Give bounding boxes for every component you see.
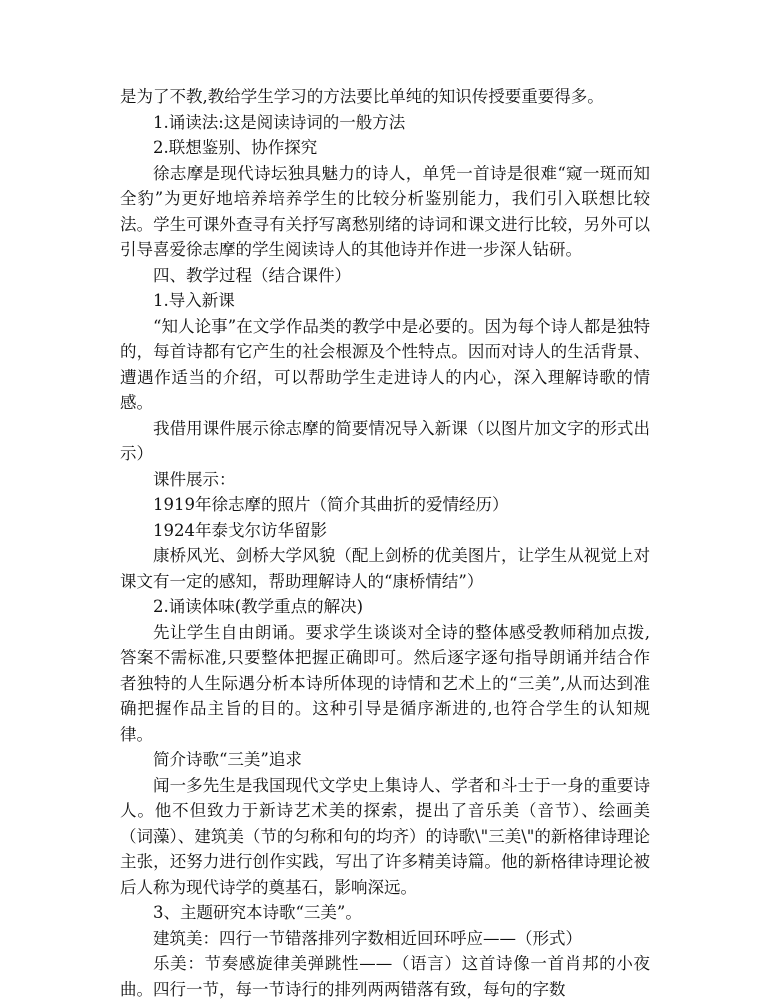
paragraph-recitation-method: 1.诵读法:这是阅读诗词的一般方法 [153,112,406,132]
document-body [120,84,650,1002]
paragraph-xu-zhimo-intro: 徐志摩是现代诗坛独具魅力的诗人，单凭一首诗是很难“窥一斑而知全豹”为更好地培养培养学生的比较分析鉴别能力，我们引入联想比较法。学生可课外查寻有关抒写离愁别绪的诗词和课文进行比较，另外可以引导喜爱徐志摩的学生阅读诗人的其他诗并作进一步深人钻研。 [120,163,650,259]
paragraph-photo-1919: 1919年徐志摩的照片（简介其曲折的爱情经历） [153,495,509,514]
paragraph-free-reading: 先让学生自由朗诵。要求学生谈谈对全诗的整体感受教师稍加点拨,答案不需标准,只要整体把握正确即可。然后逐字逐句指导朗诵并结合作者独特的人生际遇分析本诗所体现的诗情和艺术上的“三美”,从而达到准确把握作品主旨的目的。这种引导是循序渐进的,也符合学生的认知规律。 [120,622,650,744]
paragraph-courseware-intro: 我借用课件展示徐志摩的简要情况导入新课（以图片加文字的形式出示） [120,418,650,463]
section-heading-teaching-process: 四、教学过程（结合课件） [153,265,351,285]
paragraph-continuation: 是为了不教,教给学生学习的方法要比单纯的知识传授要重要得多。 [120,87,604,106]
paragraph-musical-beauty: 乐美：节奏感旋律美弹跳性——（语言）这首诗像一首肖邦的小夜曲。四行一节，每一节诗行的排列两两错落有致，每句的字数 [120,954,650,999]
paragraph-lesson-intro-heading: 1.导入新课 [153,291,235,310]
paragraph-reading-heading: 2.诵读体味(教学重点的解决) [153,597,364,616]
paragraph-architectural-beauty: 建筑美：四行一节错落排列字数相近回环呼应——（形式） [153,928,582,948]
paragraph-theme-study: 3、主题研究本诗歌“三美”。 [153,903,362,922]
paragraph-wen-yiduo: 闻一多先生是我国现代文学史上集诗人、学者和斗士于一身的重要诗人。他不但致力于新诗艺术美的探索，提出了音乐美（音节）、绘画美（词藻）、建筑美（节的匀称和句的均齐）的诗歌\"三美\"的新格律诗理论主张，还努力进行创作实践，写出了许多精美诗篇。他的新格律诗理论被后人称为现代诗学的奠基石，影响深远。 [120,775,650,897]
paragraph-three-beauties-heading: 简介诗歌“三美”追求 [153,750,302,769]
paragraph-photo-1924: 1924年泰戈尔访华留影 [153,520,327,540]
paragraph-association-heading: 2.联想鉴别、协作探究 [153,138,318,157]
paragraph-cambridge-scenery: 康桥风光、剑桥大学风貌（配上剑桥的优美图片，让学生从视觉上对课文有一定的感知，帮助理解诗人的“康桥情结”） [120,546,650,591]
paragraph-courseware-label: 课件展示： [153,469,236,489]
paragraph-know-the-poet: “知人论事”在文学作品类的教学中是必要的。因为每个诗人都是独特的，每首诗都有它产生的社会根源及个性特点。因而对诗人的生活背景、遭遇作适当的介绍，可以帮助学生走进诗人的内心，深入理解诗歌的情感。 [120,316,650,412]
